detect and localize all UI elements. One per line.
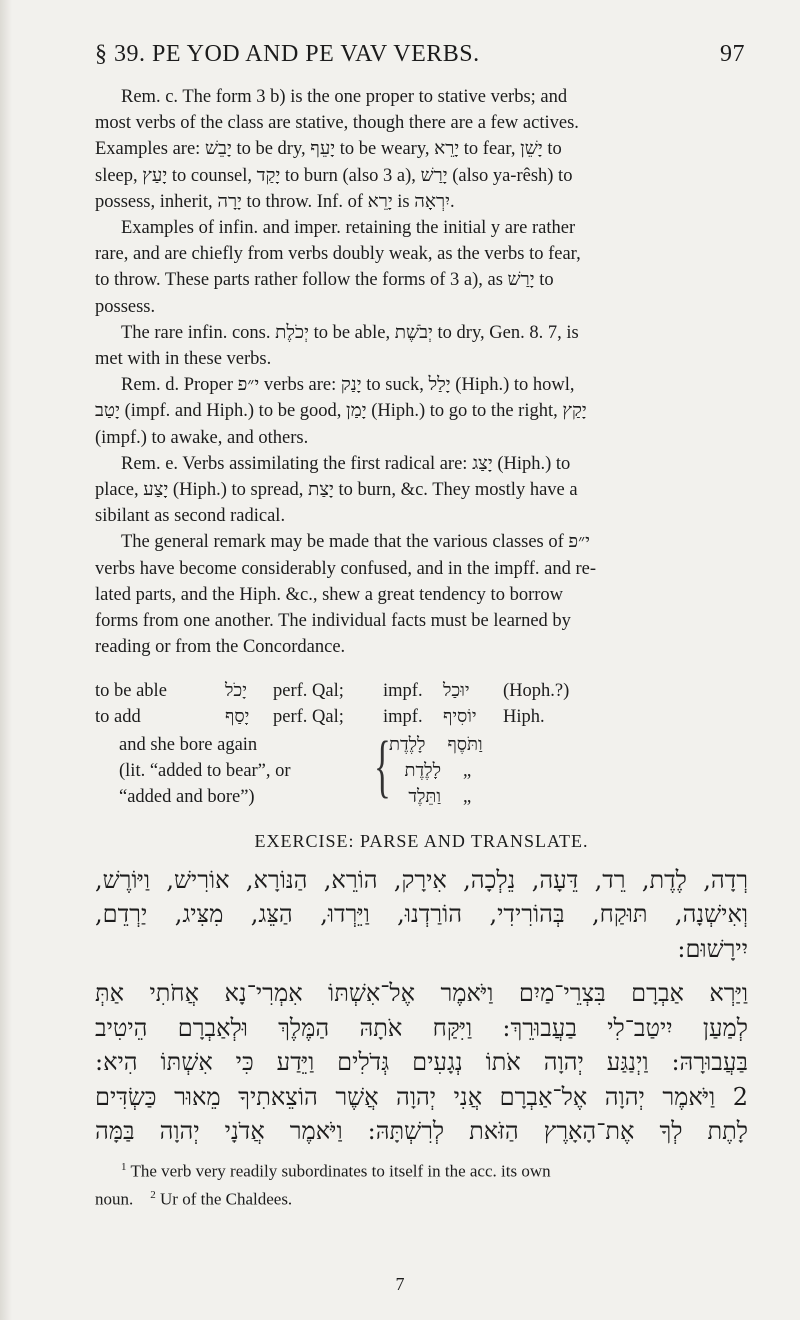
rem-c-line: possess. xyxy=(95,296,156,317)
rem-c-line: Examples are: יָבֵשׁ to be dry, יָעֵף to be weary, יָרֵא to fear, יָשֵׁן to xyxy=(95,139,562,160)
verb-impf-note: (Hoph.?) xyxy=(503,681,570,702)
signature-number: 7 xyxy=(395,1274,405,1294)
rem-e-line: sibilant as second radical. xyxy=(95,506,286,527)
footnote-text: Ur of the Chaldees. xyxy=(160,1189,293,1209)
verb-impf-form: יוֹסִיף xyxy=(443,706,477,728)
page-gutter-shadow xyxy=(0,0,12,1320)
added-word: וַתֹּסֶף xyxy=(447,734,483,756)
exercise-words xyxy=(95,863,748,967)
rem-c-line: The rare infin. cons. יְכֹלֶת to be able, יְבֹשֶׁת to dry, Gen. 8. 7, is xyxy=(121,322,579,343)
footnote-text: noun. xyxy=(95,1189,134,1209)
verb-impf-label: impf. xyxy=(383,707,423,728)
verb-meaning: to add xyxy=(95,707,141,728)
verb-hebrew: יָסַף xyxy=(225,706,250,728)
page-number-top: 97 xyxy=(720,40,745,67)
running-head xyxy=(95,36,745,72)
general-line: verbs have become considerably confused, and in the impff. and re- xyxy=(95,558,597,579)
exercise-line: וַיַּרְא אַבְרָם בִּצְרֵי־מַיִם וַיֹּאמֶר אֶל־אִשְׁתּוֹ אִמְרִי־נָא אֲחֹתִי אַתְּ xyxy=(95,979,748,1008)
exercise-line: לָתֶת לְךָ אֶת־הָאָרֶץ הַזֹּאת לְרִשְׁתָּהּ: וַיֹּאמֶר אֲדֹנָי יְהוָה בַּמָּה xyxy=(95,1117,748,1146)
footnote xyxy=(95,1183,748,1212)
exercise-title: EXERCISE: PARSE AND TRANSLATE. xyxy=(254,831,589,852)
added-word: וַתֵּלֶד xyxy=(408,786,441,808)
added-hebrew-line xyxy=(389,758,509,784)
exercise-line: לְמַעַן יִיטַב־לִי בַעֲבוּרֵךְ: וַיִּקַּח אֹתָהּ הַמֶּלֶךְ וּלְאַבְרָם הֵיטִיב xyxy=(95,1013,748,1042)
verb-impf-note: Hiph. xyxy=(503,707,545,728)
verb-impf-form: יוּכַל xyxy=(443,680,470,702)
added-hebrew-line xyxy=(389,784,509,810)
footnote-mark: 2 xyxy=(150,1189,156,1202)
footnote xyxy=(95,1155,748,1184)
exercise-line: 2 וַיֹּאמֶר יְהוָה אֶל־אַבְרָם אֲנִי יְהוָה אֲשֶׁר הוֹצֵאתִיךָ מֵאוּר כַּשְׂדִּים xyxy=(95,1082,748,1111)
verb-perf: perf. Qal; xyxy=(273,681,344,702)
general-line: forms from one another. The individual facts must be learned by xyxy=(95,611,571,632)
verb-row xyxy=(95,704,748,730)
exercise-line: וְאִישְׁנָה, תּוּקַח, בְּהוֹרִידִי, הוֹרַדְנוּ, וַיֵּרְדוּ, הַצֵּג, מִצִּיג, יַרְדֵם, xyxy=(95,900,748,929)
verb-hebrew: יָכֹל xyxy=(225,680,247,702)
rem-c-line: met with in these verbs. xyxy=(95,349,272,370)
added-word2: לָלֶדֶת xyxy=(389,734,426,756)
footnote-mark: 1 xyxy=(121,1160,127,1173)
added-word: לָלֶדֶת xyxy=(404,760,441,782)
section-title: § 39. PE YOD AND PE VAV VERBS. xyxy=(95,40,480,67)
verb-row xyxy=(95,678,748,704)
verb-impf-label: impf. xyxy=(383,681,423,702)
rem-c-line: sleep, יָעַץ to counsel, יָקַד to burn (also 3 a), יָרַשׁ (also ya-rêsh) to xyxy=(95,165,573,186)
rem-c-line: most verbs of the class are stative, though there are a few actives. xyxy=(95,113,579,134)
exercise-line: רְדָה, לֶדֶת, רֵד, דֵּעָה, נֵלְכָה, אִירָק, הוֹרֵא, הַנּוֹרָא, אוֹרִישׁ, וַיּוֹרֶשׁ, xyxy=(95,865,748,894)
exercise-passage xyxy=(95,976,748,1149)
rem-c-line: to throw. These parts rather follow the forms of 3 a), as יָרַשׁ to xyxy=(95,270,554,291)
body-text xyxy=(95,84,748,1212)
general-line: The general remark may be made that the various classes of י״פ xyxy=(121,532,590,553)
added-gloss-line: “added and bore”) xyxy=(119,787,255,808)
ditto-mark: „ xyxy=(463,787,472,808)
rem-d-line: Rem. d. Proper י״פ verbs are: יָנַק to suck, יָלַל (Hiph.) to howl, xyxy=(121,375,575,396)
general-line: lated parts, and the Hiph. &c., shew a great tendency to borrow xyxy=(95,584,564,605)
rem-d-line: יָטַב (impf. and Hiph.) to be good, יָמַן (Hiph.) to go to the right, יָקַץ xyxy=(95,401,587,422)
exercise-line: בַּעֲבוּרָהּ: וַיְנַגַּע יְהוָה אֹתוֹ נְגָעִים גְּדֹלִים וַיֵּדַע כִּי אִשְׁתּוֹ הִיא: xyxy=(95,1048,748,1077)
rem-c-line: Rem. c. The form 3 b) is the one proper to stative verbs; and xyxy=(121,87,568,107)
rem-c-line: rare, and are chiefly from verbs doubly weak, as the verbs to fear, xyxy=(95,244,581,265)
verb-meaning: to be able xyxy=(95,681,167,702)
ditto-mark: „ xyxy=(463,761,472,782)
brace-icon: { xyxy=(374,728,391,806)
footnote-text: The verb very readily subordinates to itself in the acc. its own xyxy=(130,1161,551,1181)
rem-e-line: place, יָצַע (Hiph.) to spread, יָצַת to burn, &c. They mostly have a xyxy=(95,480,578,501)
added-example xyxy=(95,728,748,810)
rem-e-line: Rem. e. Verbs assimilating the first radical are: יָצַג (Hiph.) to xyxy=(121,453,571,474)
rem-c-line: Examples of infin. and imper. retaining the initial y are rather xyxy=(121,218,576,239)
added-hebrew-line xyxy=(389,732,509,758)
rem-c-line: possess, inherit, יָרָה to throw. Inf. of יָרֵא is יִרְאָה. xyxy=(95,191,455,212)
verbs-table xyxy=(95,678,748,810)
verb-perf: perf. Qal; xyxy=(273,707,344,728)
added-gloss-line: (lit. “added to bear”, or xyxy=(119,761,291,782)
rem-e xyxy=(95,451,748,530)
footnotes xyxy=(95,1155,748,1212)
added-hebrew xyxy=(389,732,509,810)
exercise-line: יִירָשׁוּם: xyxy=(677,934,748,963)
added-gloss-line: and she bore again xyxy=(119,735,258,756)
rem-c xyxy=(95,84,748,372)
general-line: reading or from the Concordance. xyxy=(95,637,346,658)
rem-d xyxy=(95,372,748,451)
general-remark xyxy=(95,529,748,660)
added-gloss xyxy=(95,732,369,810)
rem-d-line: (impf.) to awake, and others. xyxy=(95,427,309,448)
